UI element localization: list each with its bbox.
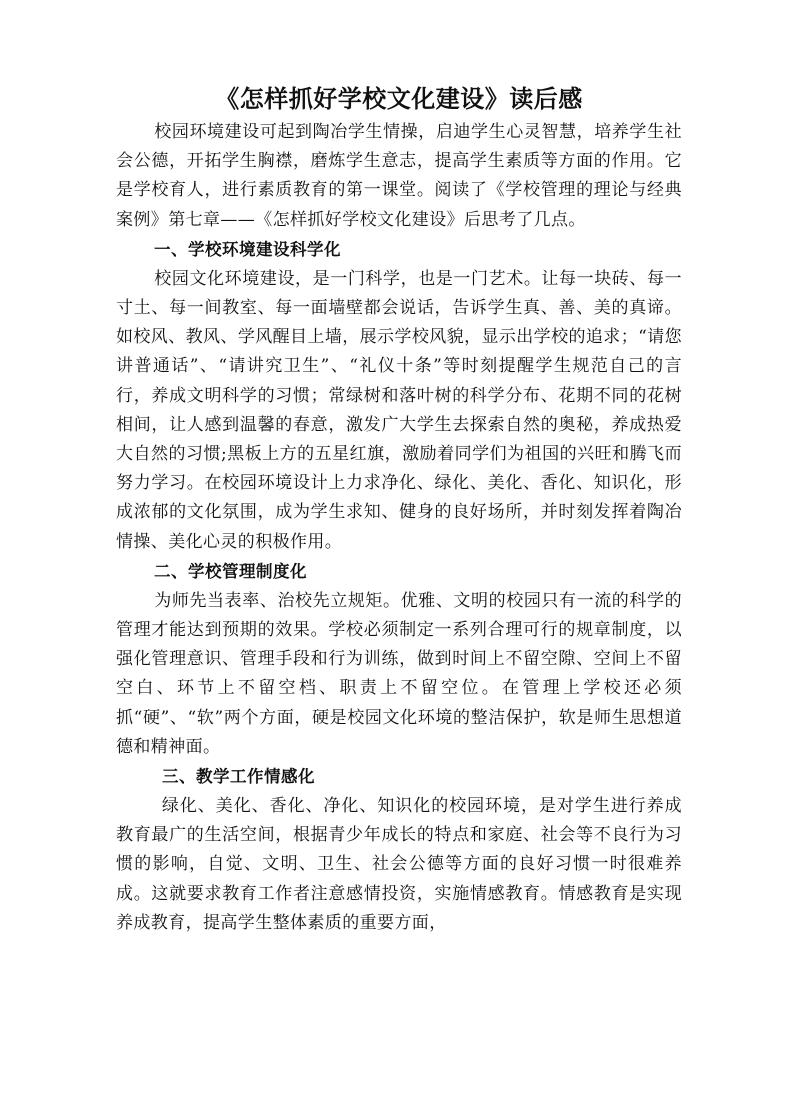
document-title: 《怎样抓好学校文化建设》读后感 xyxy=(215,85,583,113)
section-body-2: 为师先当表率、治校先立规矩。优雅、文明的校园只有一流的科学的管理才能达到预期的效果。学校必须制定一系列合理可行的规章制度，以强化管理意识、管理手段和行为训练，做到时间上不留空隙、空间上不留空白、环节上不留空档、职责上不留空位。在管理上学校还必须抓“硬”、“软”两个方面，硬是校园文化环境的整洁保护，软是师生思想道德和精神面。 xyxy=(116,590,682,757)
section-heading-1: 一、学校环境建设科学化 xyxy=(154,239,341,259)
section-heading-2: 二、学校管理制度化 xyxy=(154,561,307,581)
intro-paragraph: 校园环境建设可起到陶冶学生情操，启迪学生心灵智慧，培养学生社会公德，开拓学生胸襟，磨炼学生意志，提高学生素质等方面的作用。它是学校育人，进行素质教育的第一课堂。阅读了《学校管理的理论与经典案例》第七章——《怎样抓好学校文化建设》后思考了几点。 xyxy=(116,122,682,230)
section-heading-3: 三、教学工作情感化 xyxy=(162,767,315,787)
section-body-1: 校园文化环境建设，是一门科学，也是一门艺术。让每一块砖、每一寸土、每一间教室、每一面墙壁都会说话，告诉学生真、善、美的真谛。如校风、教风、学风醒目上墙，展示学校风貌，显示出学校的追求；“请您讲普通话”、“请讲究卫生”、“礼仪十条”等时刻提醒学生规范自己的言行，养成文明科学的习惯；常绿树和落叶树的科学分布、花期不同的花树相间，让人感到温馨的春意，激发广大学生去探索自然的奥秘，养成热爱大自然的习惯;黑板上方的五星红旗，激励着同学们为祖国的兴旺和腾飞而努力学习。在校园环境设计上力求净化、绿化、美化、香化、知识化，形成浓郁的文化氛围，成为学生求知、健身的良好场所，并时刻发挥着陶冶情操、美化心灵的积极作用。 xyxy=(116,268,682,552)
section-body-3: 绿化、美化、香化、净化、知识化的校园环境，是对学生进行养成教育最广的生活空间，根据青少年成长的特点和家庭、社会等不良行为习惯的影响，自觉、文明、卫生、社会公德等方面的良好习惯一时很难养成。这就要求教育工作者注意感情投资，实施情感教育。情感教育是实现养成教育，提高学生整体素质的重要方面， xyxy=(116,796,682,933)
document-page xyxy=(116,82,682,938)
